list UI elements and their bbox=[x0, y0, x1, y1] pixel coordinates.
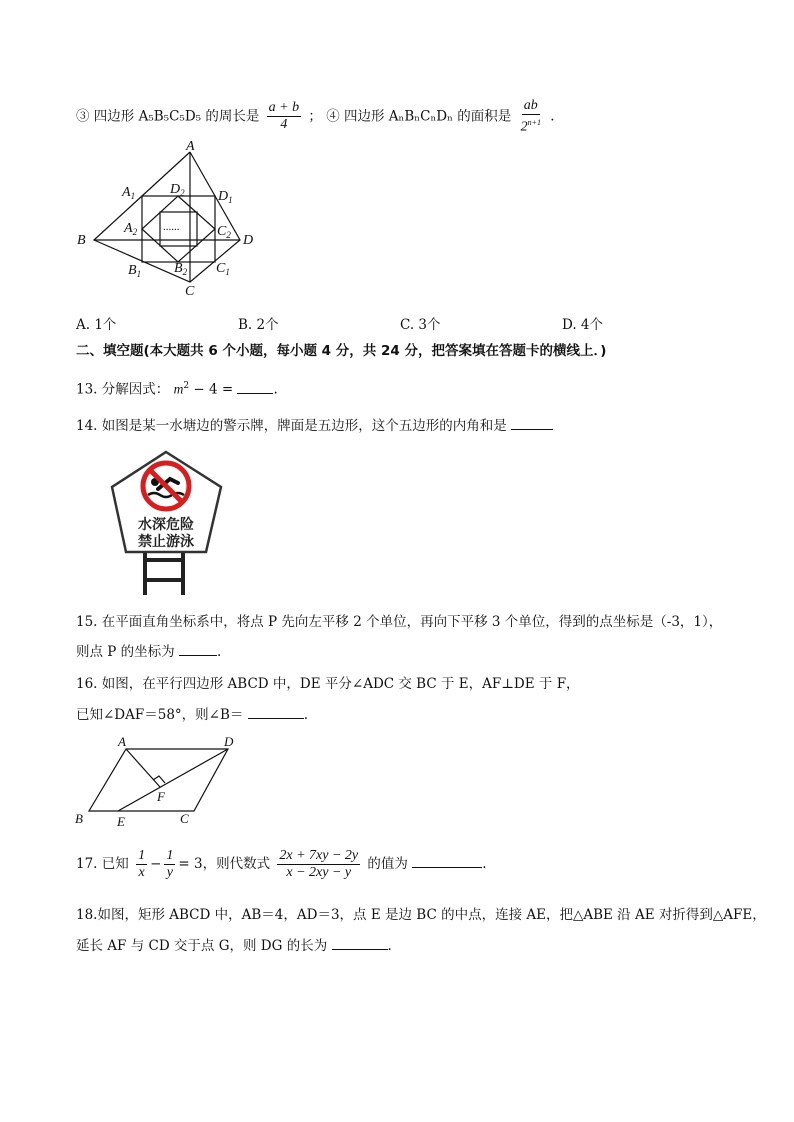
q17-end: . bbox=[482, 856, 487, 872]
label-B2: $B_2$ bbox=[174, 261, 188, 277]
label-A2: $A_2$ bbox=[124, 221, 138, 237]
q14-text: 14. 如图是某一水塘边的警示牌，牌面是五边形，这个五边形的内角和是 bbox=[76, 418, 507, 434]
q15-line2 bbox=[76, 643, 221, 661]
q12-geometry-figure bbox=[70, 135, 270, 300]
q16-answer-blank bbox=[248, 706, 304, 719]
q18-line2 bbox=[76, 937, 392, 955]
segment-AF bbox=[126, 749, 160, 787]
q12-item4-text: ④ 四边形 AₙBₙCₙDₙ 的面积是 bbox=[326, 108, 512, 125]
q17-equals: = 3 bbox=[178, 856, 203, 872]
q18-answer-blank bbox=[332, 937, 388, 950]
q16-line2 bbox=[76, 706, 308, 724]
sign-text-line1: 水深危险 bbox=[138, 517, 194, 533]
fraction-denominator: y bbox=[166, 865, 173, 880]
q16-parallelogram-figure bbox=[70, 733, 240, 828]
label-A: A bbox=[118, 734, 126, 749]
label-C: C bbox=[180, 811, 189, 826]
q12-statements bbox=[76, 98, 555, 136]
q17-answer-blank bbox=[412, 855, 482, 868]
q15-answer-blank bbox=[179, 643, 217, 656]
q13 bbox=[76, 377, 278, 399]
label-B1: $B_1$ bbox=[128, 263, 142, 279]
fraction-numerator: 1 bbox=[166, 848, 174, 863]
label-dots: ...... bbox=[163, 221, 180, 233]
q14-answer-blank bbox=[511, 417, 553, 430]
q15-line2-text: 则点 P 的坐标为 bbox=[76, 644, 175, 660]
q12-end-period: . bbox=[550, 108, 555, 125]
warning-sign-figure bbox=[108, 449, 226, 597]
label-D: D bbox=[224, 734, 234, 749]
option-d: D. 4个 bbox=[562, 317, 604, 333]
q13-exponent: 2 bbox=[183, 381, 190, 391]
q16-line1: 16. 如图，在平行四边形 ABCD 中，DE 平分∠ADC 交 BC 于 E，AF⊥DE 于 F， bbox=[76, 676, 580, 692]
fraction-den-exponent: n+1 bbox=[527, 118, 541, 127]
q13-var-m: m bbox=[173, 381, 184, 397]
q18-line1: 18.如图，矩形 ABCD 中，AB＝4，AD＝3，点 E 是边 BC 的中点，连接 AE，把△ABE 沿 AE 对折得到△AFE， bbox=[76, 907, 766, 923]
label-C1: $C_1$ bbox=[216, 261, 230, 277]
sign-text-line2: 禁止游泳 bbox=[138, 534, 194, 550]
label-D: D bbox=[243, 233, 254, 248]
q12-item4-fraction bbox=[519, 98, 543, 136]
fraction-numerator: a + b bbox=[268, 100, 300, 116]
label-B: B bbox=[77, 233, 86, 248]
fraction-numerator: ab bbox=[523, 98, 538, 113]
label-F: F bbox=[157, 789, 165, 804]
label-A1: $A_1$ bbox=[122, 185, 136, 201]
label-C2: $C_2$ bbox=[217, 224, 231, 240]
no-swimming-icon bbox=[143, 463, 189, 509]
q17-mid: ，则代数式 bbox=[202, 856, 271, 872]
fraction-denominator: 4 bbox=[280, 117, 288, 133]
fraction-numerator: 2x + 7xy − 2y bbox=[279, 848, 359, 863]
q16-end: . bbox=[303, 707, 309, 723]
q17-algebraic-fraction bbox=[277, 848, 360, 881]
q17-prefix: 17. 已知 bbox=[76, 856, 129, 872]
label-E: E bbox=[117, 814, 125, 828]
q18-end: . bbox=[387, 938, 392, 954]
q17-fraction-1-over-y bbox=[164, 848, 175, 881]
q12-item3-fraction bbox=[267, 100, 301, 133]
q12-item3-text: ③ 四边形 A₅B₅C₅D₅ 的周长是 bbox=[76, 108, 260, 125]
label-C: C bbox=[185, 284, 195, 299]
label-B: B bbox=[75, 811, 83, 826]
label-D2: $D_2$ bbox=[170, 182, 185, 198]
q17-fraction-1-over-x bbox=[136, 848, 147, 881]
q12-separator: ； bbox=[308, 108, 322, 125]
q17-minus: − bbox=[150, 856, 162, 872]
q16-line2-text: 已知∠DAF＝58°，则∠B＝ bbox=[76, 707, 244, 723]
fraction-denominator: x bbox=[138, 865, 145, 880]
option-b: B. 2个 bbox=[238, 317, 279, 333]
section-2-heading: 二、填空题(本大题共 6 个小题，每小题 4 分，共 24 分，把答案填在答题卡的横线上．) bbox=[76, 343, 607, 359]
q14 bbox=[76, 417, 553, 435]
option-c: C. 3个 bbox=[400, 317, 441, 333]
q13-answer-blank bbox=[237, 381, 273, 394]
q18-line2-text: 延长 AF 与 CD 交于点 G，则 DG 的长为 bbox=[76, 938, 328, 954]
q13-prefix: 13. 分解因式： bbox=[76, 381, 170, 398]
q13-end: . bbox=[273, 381, 278, 398]
fraction-numerator: 1 bbox=[138, 848, 146, 863]
fraction-den-base: 2 bbox=[520, 119, 528, 135]
q17-suffix: 的值为 bbox=[367, 856, 408, 872]
option-a: A. 1个 bbox=[76, 317, 117, 333]
q15-line1: 15. 在平面直角坐标系中，将点 P 先向左平移 2 个单位，再向下平移 3 个单位，得到的点坐标是（-3，1）， bbox=[76, 614, 723, 630]
q13-expr-rest: − 4 = bbox=[193, 381, 234, 398]
label-D1: $D_1$ bbox=[218, 189, 233, 205]
label-A: A bbox=[186, 139, 195, 154]
fraction-denominator: x − 2xy − y bbox=[286, 865, 352, 880]
fraction-denominator bbox=[519, 115, 543, 136]
q15-end: . bbox=[216, 644, 222, 660]
q17 bbox=[76, 846, 487, 882]
